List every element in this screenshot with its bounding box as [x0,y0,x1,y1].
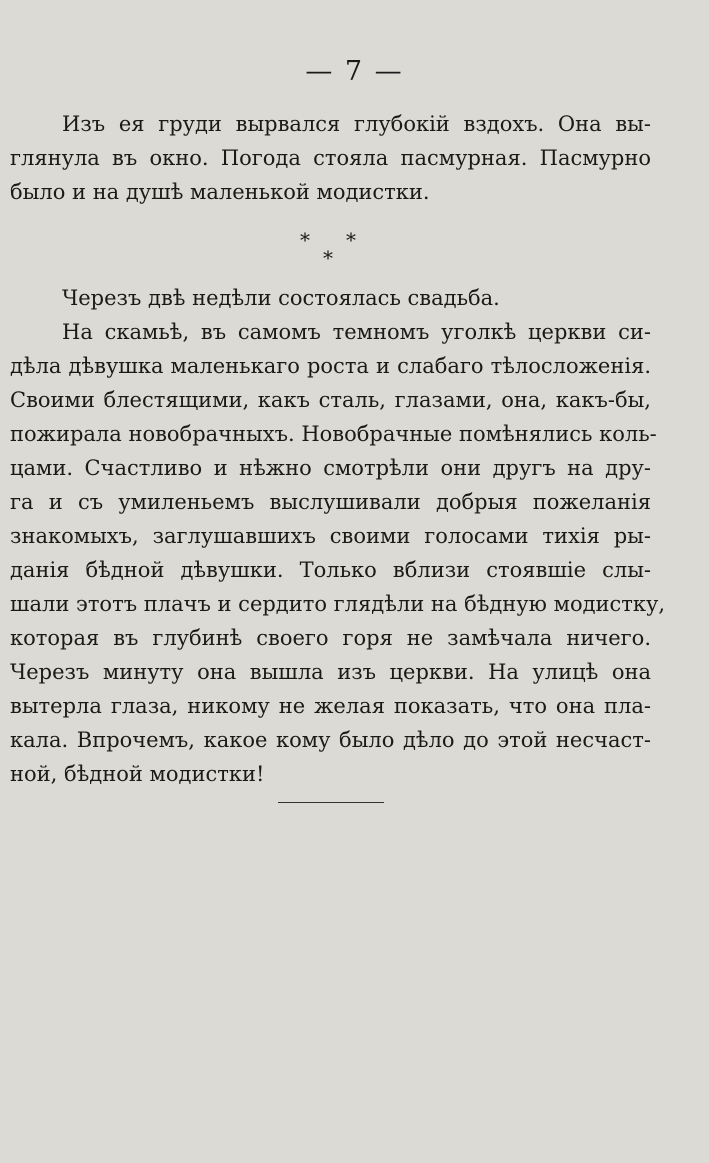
page-number: — 7 — [305,56,404,87]
text-line: шали этотъ плачъ и сердито глядѣли на бѣдную модистку, [10,592,666,616]
text-line: Черезъ двѣ недѣли состоялась свадьба. [62,286,500,310]
end-rule [278,802,384,803]
text-line: которая въ глубинѣ своего горя не замѣчала ничего. [10,626,651,650]
text-line: пожирала новобрачныхъ. Новобрачные помѣнялись коль- [10,422,657,446]
text-line: На скамьѣ, въ самомъ темномъ уголкѣ церкви си- [62,320,651,344]
text-line: глянула въ окно. Погода стояла пасмурная. Пасмурно [10,146,651,170]
text-line: знакомыхъ, заглушавшихъ своими голосами тихія ры- [10,524,651,548]
text-line: га и съ умиленьемъ выслушивали добрыя пожеланія [10,490,651,514]
text-line: цами. Счастливо и нѣжно смотрѣли они другъ на дру- [10,456,651,480]
text-line: ной, бѣдной модистки! [10,762,265,786]
asterisk: * [346,228,356,252]
text-line: Черезъ минуту она вышла изъ церкви. На улицѣ она [10,660,651,684]
text-line: дѣла дѣвушка маленькаго роста и слабаго тѣлосложенія. [10,354,651,378]
text-line: было и на душѣ маленькой модистки. [10,180,430,204]
asterisk: * [300,228,310,252]
text-line: Своими блестящими, какъ сталь, глазами, она, какъ-бы, [10,388,651,412]
text-line: Изъ ея груди вырвался глубокій вздохъ. Она вы- [62,112,651,136]
section-separator [298,228,362,278]
text-line: данія бѣдной дѣвушки. Только вблизи стоявшіе слы- [10,558,651,582]
text-line: кала. Впрочемъ, какое кому было дѣло до этой несчаст- [10,728,651,752]
text-line: вытерла глаза, никому не желая показать, что она пла- [10,694,651,718]
asterisk: * [323,246,333,270]
